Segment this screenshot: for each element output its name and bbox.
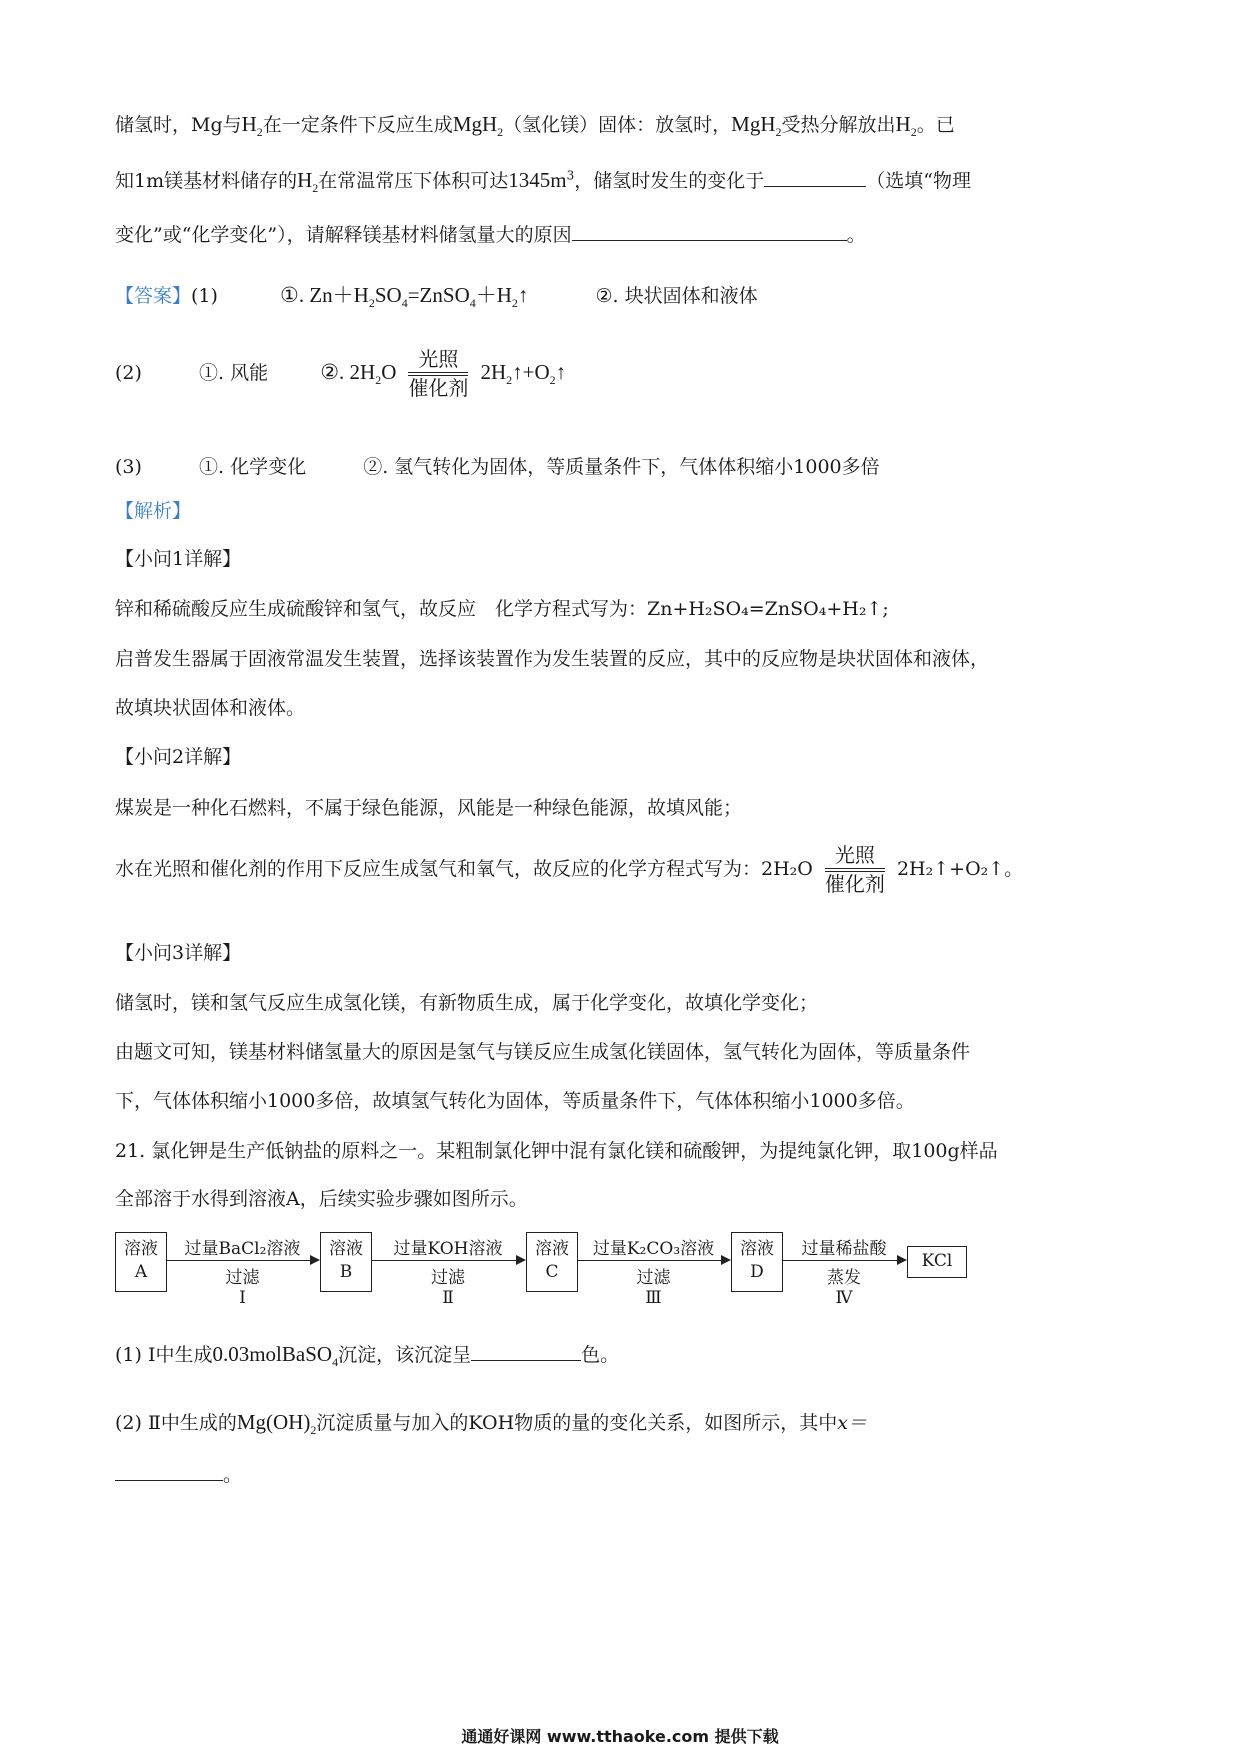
reaction-condition-2: 光照 催化剂 (824, 843, 885, 896)
sub-question-2-blank: 。 (115, 1462, 242, 1487)
step-3-operation: 过滤 (636, 1268, 671, 1288)
flow-box-kcl: KCl (907, 1246, 967, 1278)
answer-part-2: (2) ①. 风能 ②. $2H_2O$ 光照 催化剂 $2H_2↑+O_2↑$ (115, 347, 567, 400)
step-4-reagent: 过量稀盐酸 (801, 1239, 887, 1259)
analysis-label: 【解析】 (115, 500, 192, 522)
q1-detail-title: 【小问1详解】 (115, 548, 242, 570)
step-4-number: Ⅳ (835, 1288, 853, 1308)
q3-line-2: 由题文可知，镁基材料储氢量大的原因是氢气与镁反应生成氢化镁固体，氢气转化为固体，等质量条件 (115, 1041, 971, 1063)
step-1-operation: 过滤 (225, 1268, 260, 1288)
q21-line-2: 全部溶于水得到溶液A，后续实验步骤如图所示。 (115, 1188, 528, 1210)
flow-arrow-4 (783, 1260, 905, 1261)
flow-box-d: 溶液 D (731, 1232, 783, 1292)
footer-source: 通通好课网 www.tthaoke.com 提供下载 (461, 1727, 779, 1746)
answer-label: 【答案】 (115, 285, 192, 307)
flow-box-b: 溶液 B (320, 1232, 372, 1292)
intro-line-1: 储氢时，Mg与$H_2$在一定条件下反应生成MgH$_2$（氢化镁）固体：放氢时，MgH$_2$受热分解放出$H_2$。已 (115, 112, 955, 140)
step-2-number: Ⅱ (442, 1288, 454, 1308)
flow-arrow-2 (372, 1260, 524, 1261)
flow-arrow-1 (167, 1260, 318, 1261)
intro-line-3: 变化”或“化学变化”），请解释镁基材料储氢量大的原因 。 (115, 224, 866, 246)
intro-line-2: 知1m镁基材料储存的$H_2$在常温常压下体积可达$1345m^3$，储氢时发生的变化于 （选填“物理 (115, 168, 972, 196)
q21-line-1: 21. 氯化钾是生产低钠盐的原料之一。某粗制氯化钾中混有氯化镁和硫酸钾，为提纯氯化钾，取100g样品 (115, 1140, 998, 1162)
q1-line-3: 故填块状固体和液体。 (115, 697, 306, 719)
step-3-reagent: 过量K₂CO₃溶液 (592, 1239, 715, 1259)
step-2-reagent: 过量KOH溶液 (393, 1239, 503, 1259)
flow-box-a: 溶液 A (115, 1232, 167, 1292)
sub-question-2: (2) Ⅱ中生成的$Mg(OH)_2$沉淀质量与加入的KOH物质的量的变化关系，如图所示，其中x＝ (115, 1410, 867, 1438)
reaction-condition: 光照 催化剂 (408, 347, 469, 400)
step-3-number: Ⅲ (645, 1288, 662, 1308)
q3-line-1: 储氢时，镁和氢气反应生成氢化镁，有新物质生成，属于化学变化，故填化学变化； (115, 992, 819, 1014)
q2-line-2: 水在光照和催化剂的作用下反应生成氢气和氧气，故反应的化学方程式写为：2H₂O 光照 催化剂 2H₂↑+O₂↑。 (115, 843, 1024, 896)
answer-part-3: (3) ①. 化学变化 ②. 氢气转化为固体，等质量条件下，气体体积缩小1000多倍 (115, 456, 880, 478)
q2-line-1: 煤炭是一种化石燃料，不属于绿色能源，风能是一种绿色能源，故填风能； (115, 797, 743, 819)
step-1-number: Ⅰ (239, 1288, 246, 1308)
q1-line-2: 启普发生器属于固液常温发生装置，选择该装置作为发生装置的反应，其中的反应物是块状固体和液体， (115, 648, 990, 670)
flow-arrow-3 (578, 1260, 729, 1261)
step-4-operation: 蒸发 (827, 1268, 861, 1288)
sub-question-1: (1) Ⅰ中生成0.03molBaSO$_4$沉淀，该沉淀呈 色。 (115, 1342, 620, 1370)
flow-box-c: 溶液 C (526, 1232, 578, 1292)
step-1-reagent: 过量BaCl₂溶液 (184, 1239, 301, 1259)
q1-line-1: 锌和稀硫酸反应生成硫酸锌和氢气，故反应 化学方程式写为：Zn+H₂SO₄=ZnSO₄+H₂↑; (115, 598, 889, 620)
q3-line-3: 下，气体体积缩小1000多倍，故填氢气转化为固体，等质量条件下，气体体积缩小1000多倍。 (115, 1090, 915, 1112)
q2-detail-title: 【小问2详解】 (115, 746, 242, 768)
step-2-operation: 过滤 (431, 1268, 465, 1288)
answer-part-1: 【答案】(1) ①. $Zn+H_2SO_4=ZnSO_4+H_2↑$ ②. 块状固体和液体 (115, 283, 758, 311)
q3-detail-title: 【小问3详解】 (115, 942, 242, 964)
